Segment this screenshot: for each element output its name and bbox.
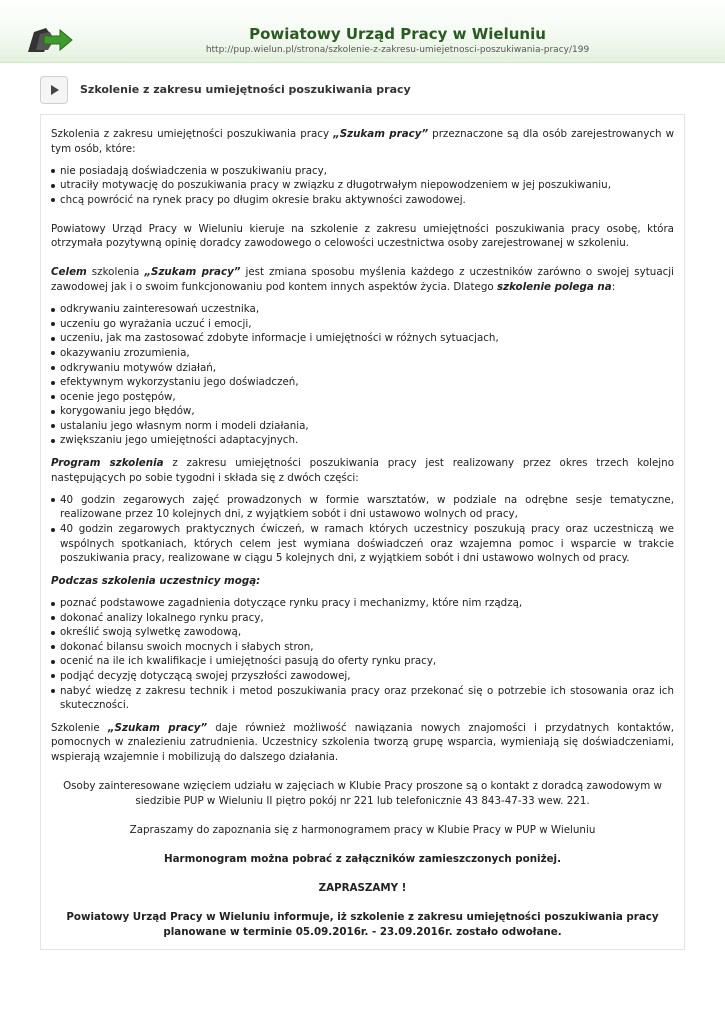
section-header [40,76,685,104]
cancel-notice: Powiatowy Urząd Pracy w Wieluniu informuje, iż szkolenie z zakresu umiejętności poszukiwania pracy planowane w terminie 05.09.2016r. - 23.09.2016r. zostało odwołane. [66,911,659,939]
list-item: efektywnym wykorzystaniu jego doświadczeń, [51,375,674,390]
goal-text-end: : [611,280,616,293]
arrow-icon [40,76,68,104]
intro-text-end: przeznaczone są dla osób zarejestrowanych w tym osób, które: [51,128,675,155]
list-item: ocenić na ile ich kwalifikacje i umiejętności pasują do oferty rynku pracy, [51,654,674,669]
training-name: „Szukam pracy” [333,128,429,140]
contact-paragraph: Osoby zainteresowane wzięciem udziału w zajęciach w Klubie Pracy proszone są o kontakt z doradcą zawodowym w siedzibie PUP w Wieluniu II piętro pokój nr 221 lub telefonicznie 43 843-47-33 wew. 221. [63,780,662,807]
training-name: „Szukam pracy” [107,721,208,734]
list-item: uczeniu, jak ma zastosować zdobyte informacje i umiejętności w różnych sytuacjach, [51,331,674,346]
can-list [51,596,674,713]
extra-paragraph [51,721,674,765]
extra-text-end: daje również możliwość nawiązania nowych znajomości i przydatnych kontaktów, pomocnych w znalezieniu zatrudnienia. Uczestnicy szkolenia tworzą grupę wsparcia, wymieniają się doświadczeniami, wspierają wzajemnie i mobilizują do dalszego działania. [51,721,675,763]
list-item: korygowaniu jego błędów, [51,404,674,419]
list-item: ustalaniu jego własnym norm i modeli działania, [51,419,674,434]
site-title: Powiatowy Urząd Pracy w Wieluniu [249,25,546,43]
list-item: odkrywaniu zainteresowań uczestnika, [51,302,674,317]
program-paragraph [51,456,674,485]
goal-emphasis: szkolenie polega na [496,280,612,293]
list-item: uczeniu go wyrażania uczuć i emocji, [51,317,674,332]
section-title: Szkolenie z zakresu umiejętności poszukiwania pracy [80,83,411,96]
list-item: ocenie jego postępów, [51,390,674,405]
welcome-text: ZAPRASZAMY ! [318,882,407,895]
referral-paragraph: Powiatowy Urząd Pracy w Wieluniu kieruje na szkolenie z zakresu umiejętności poszukiwania pracy osobę, która otrzymała pozytywną opinię doradcy zawodowego o celowości uczestnictwa osoby zarejestrowanej w szkoleniu. [51,222,674,250]
list-item: utraciły motywację do poszukiwania pracy w związku z długotrwałym niepowodzeniem w jej poszukiwaniu, [51,178,674,193]
program-text: z zakresu umiejętności poszukiwania pracy jest realizowany przez okres trzech kolejno następujących po sobie tygodni i składa się z dwóch części: [51,457,674,484]
training-name: „Szukam pracy” [144,266,241,279]
goal-text: jest zmiana sposobu myślenia każdego z uczestników zarówno o swojej sytuacji zawodowej jak i o swoim funkcjonowaniu pod kontem innych aspektów życia. Dlatego [51,266,675,293]
intro-paragraph [51,127,674,156]
intro-text: Szkolenia z zakresu umiejętności poszukiwania pracy [51,128,334,140]
goal-text: szkolenia [86,266,145,279]
schedule-note: Harmonogram można pobrać z załączników zamieszczonych poniżej. [163,853,561,866]
article-content [40,114,685,950]
list-item: okazywaniu zrozumienia, [51,346,674,361]
target-list [51,164,674,208]
page-header [0,0,725,63]
logo-icon [26,22,74,56]
list-item: poznać podstawowe zagadnienia dotyczące rynku pracy i mechanizmy, które nim rządzą, [51,596,674,611]
list-item: określić swoją sylwetkę zawodową, [51,625,674,640]
goal-lead: Celem [51,266,87,279]
list-item: chcą powrócić na rynek pracy po długim okresie braku aktywności zawodowej. [51,193,674,208]
program-list [51,493,674,566]
goal-list [51,302,674,448]
list-item: dokonać bilansu swoich mocnych i słabych stron, [51,640,674,655]
page-url: http://pup.wielun.pl/strona/szkolenie-z-zakresu-umiejetnosci-poszukiwania-pracy/199 [205,45,590,55]
list-item: nie posiadają doświadczenia w poszukiwaniu pracy, [51,164,674,179]
invite-paragraph: Zapraszamy do zapoznania się z harmonogramem pracy w Klubie Pracy w PUP w Wieluniu [129,823,596,836]
program-lead: Program szkolenia [51,457,164,470]
list-item: 40 godzin zegarowych praktycznych ćwiczeń, w ramach których uczestnicy poszukują pracy oraz uczestniczą we wspólnych spotkaniach, których celem jest wymiana doświadczeń oraz wzajemna pomoc i wsparcie w trakcie poszukiwania pracy, realizowane w ciągu 5 kolejnych dni, z wyjątkiem sobót i dni ustawowo wolnych od pracy. [51,522,674,566]
extra-text: Szkolenie [51,721,108,734]
list-item: odkrywaniu motywów działań, [51,361,674,376]
can-heading: Podczas szkolenia uczestnicy mogą: [51,574,261,587]
list-item: 40 godzin zegarowych zajęć prowadzonych w formie warsztatów, w podziale na odrębne sesje tematyczne, realizowane przez 10 kolejnych dni, z wyjątkiem sobót i dni ustawowo wolnych od pracy, [51,493,674,522]
list-item: zwiększaniu jego umiejętności adaptacyjnych. [51,433,674,448]
list-item: nabyć wiedzę z zakresu technik i metod poszukiwania pracy oraz przekonać się o potrzebie ich stosowania oraz ich skuteczności. [51,684,674,713]
goal-paragraph [51,265,674,294]
list-item: podjąć decyzję dotyczącą swojej przyszłości zawodowej, [51,669,674,684]
list-item: dokonać analizy lokalnego rynku pracy, [51,611,674,626]
